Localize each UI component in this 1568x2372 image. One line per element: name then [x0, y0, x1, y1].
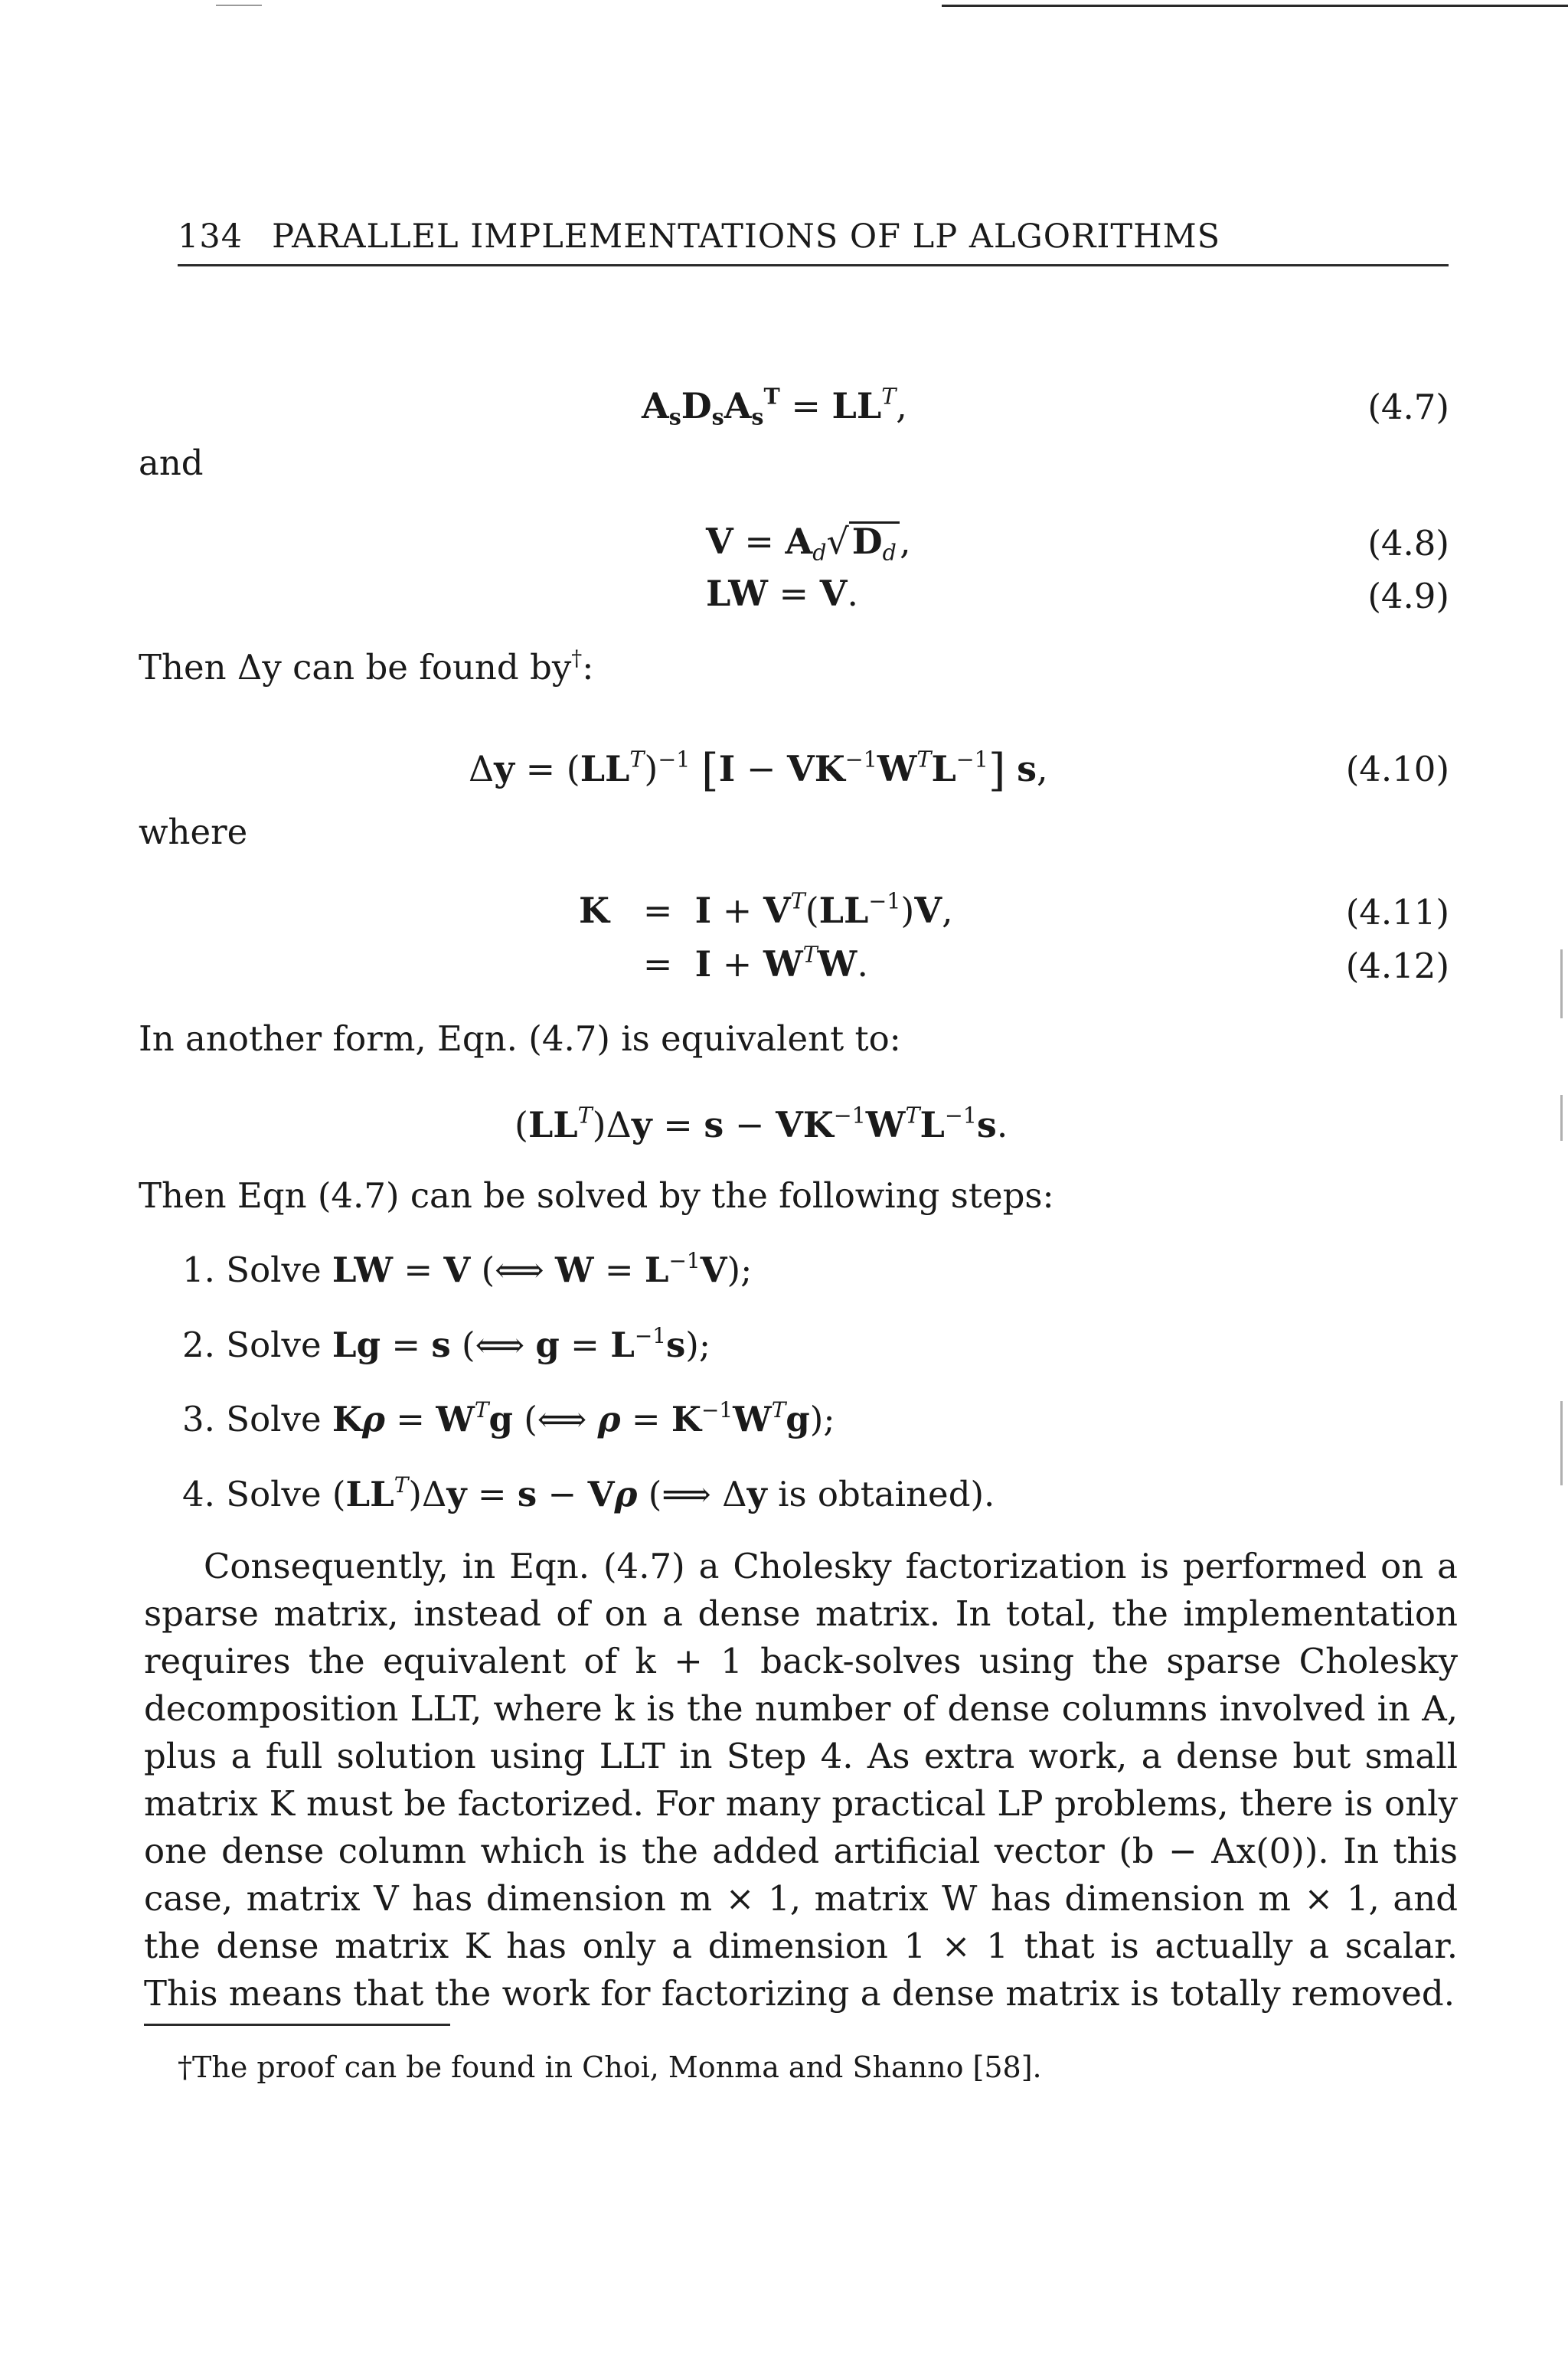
- equation-number: (4.9): [1367, 576, 1449, 616]
- header-rule: [178, 264, 1449, 266]
- step-item: 2. Solve Lg = s (⟺ $g = L^{-1}s$);: [182, 1322, 711, 1365]
- text-another-form: In another form, Eqn. (4.7) is equivalent to:: [139, 1018, 901, 1059]
- equation-4-7: $A_sD_sA_s^T = LL^T$,: [642, 383, 907, 430]
- running-title: PARALLEL IMPLEMENTATIONS OF LP ALGORITHMS: [272, 217, 1221, 256]
- equation-number: (4.8): [1367, 523, 1449, 564]
- scan-margin-mark: [1560, 1401, 1563, 1485]
- running-header: [178, 217, 1220, 256]
- footnote-rule: [144, 2024, 450, 2026]
- scan-margin-mark: [1560, 1095, 1563, 1141]
- step-item: 4. Solve $(LL^T)\Delta y = s - V\rho$ (⟹ Δy is obtained).: [182, 1472, 995, 1514]
- page-number: 134: [178, 217, 243, 256]
- body-paragraph: Consequently, in Eqn. (4.7) a Cholesky factorization is performed on a sparse matrix, instead of on a dense matrix. In total, the implementation requires the equivalent of k + 1 back-solves using the sparse Cholesky decomposition LLT, where k is the number of dense columns involved in A, plus a full solution using LLT in Step 4. As extra work, a dense but small matrix K must be factorized. For many practical LP problems, there is only one dense column which is the added artificial vector (b − Ax(0)). In this case, matrix V has dimension m × 1, matrix W has dimension m × 1, and the dense matrix K has only a dimension 1 × 1 that is actually a scalar. This means that the work for factorizing a dense matrix is totally removed.: [144, 1546, 1458, 2014]
- equation-4-9: LW = V.: [706, 573, 859, 614]
- equation-4-10: $\Delta y = (LL^T)^{-1}$ $[I - VK^{-1}W^TL^{-1}]$ s,: [469, 744, 1048, 796]
- footnote: †The proof can be found in Choi, Monma and Shanno [58].: [178, 2050, 1042, 2084]
- equation-4-8: $V = A_d√D_d$,: [706, 521, 911, 566]
- equation-number: (4.7): [1367, 387, 1449, 427]
- equation-number: (4.10): [1345, 749, 1449, 789]
- step-item: 3. Solve $K\rho = W^Tg$ (⟺ $\rho = K^{-1}W^Tg$);: [182, 1397, 835, 1439]
- equation-4-12: = $I + W^TW$.: [609, 942, 868, 985]
- equation-4-11: $K = I + V^T(LL^{-1})V$,: [579, 888, 953, 931]
- text-then-dy: Then Δy can be found by†:: [139, 645, 594, 688]
- text-steps-intro: Then Eqn (4.7) can be solved by the following steps:: [139, 1175, 1054, 1216]
- text-where: where: [139, 812, 248, 852]
- scan-top-edge: [942, 5, 1568, 7]
- step-item: 1. Solve LW = V (⟺ $W = L^{-1}V$);: [182, 1247, 753, 1290]
- equation-equivalent-form: $(LL^T)\Delta y = s - VK^{-1}W^TL^{-1}s$.: [514, 1103, 1008, 1145]
- scan-mark: [216, 5, 262, 6]
- equation-number: (4.12): [1345, 946, 1449, 986]
- equation-number: (4.11): [1345, 892, 1449, 933]
- scan-margin-mark: [1560, 949, 1563, 1018]
- text-and: and: [139, 443, 204, 483]
